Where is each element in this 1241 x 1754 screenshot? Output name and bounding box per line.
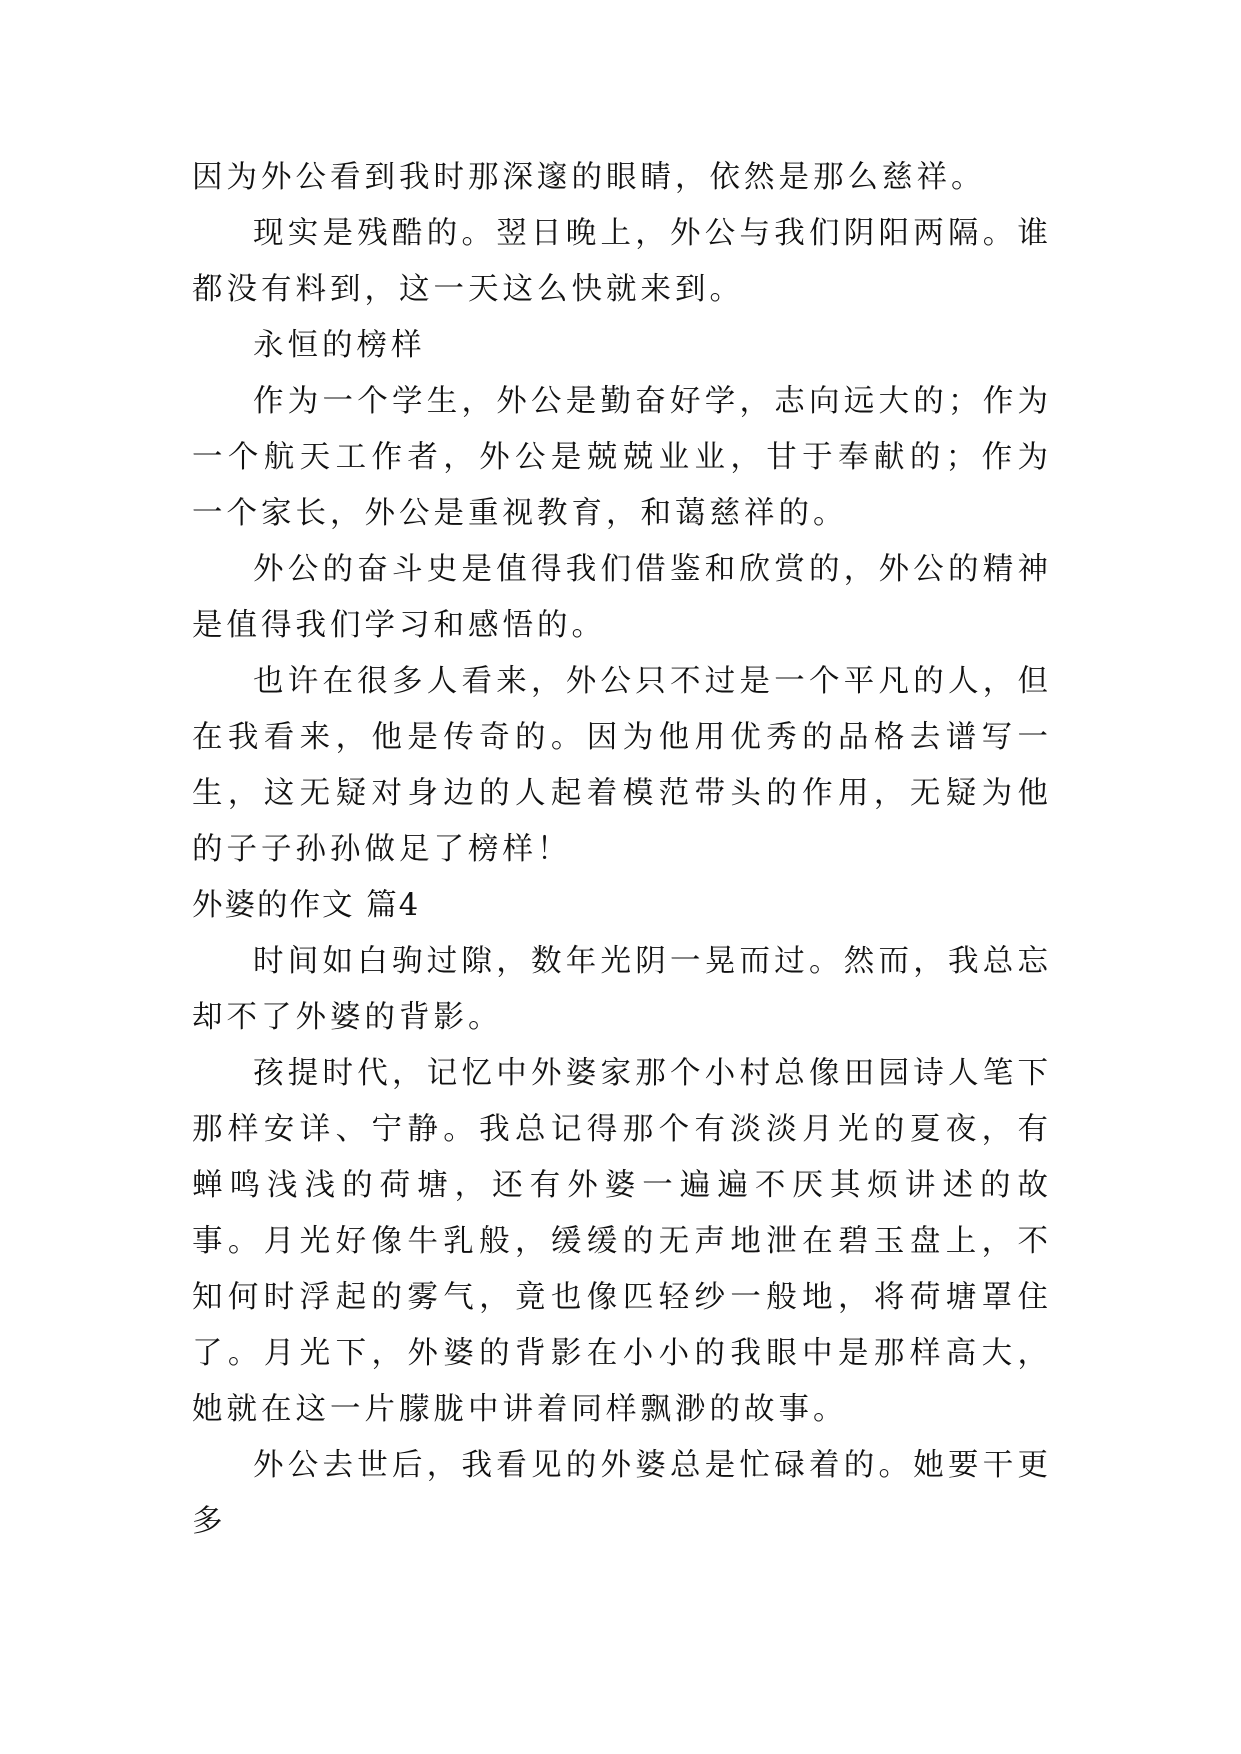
paragraph: 作为一个学生，外公是勤奋好学，志向远大的；作为一个航天工作者，外公是兢兢业业，甘于奉献的；作为一个家长，外公是重视教育，和蔼慈祥的。 <box>192 384 1052 531</box>
paragraph: 因为外公看到我时那深邃的眼睛，依然是那么慈祥。 <box>192 160 986 195</box>
paragraph: 也许在很多人看来，外公只不过是一个平凡的人，但在我看来，他是传奇的。因为他用优秀的品格去谱写一生，这无疑对身边的人起着模范带头的作用，无疑为他的子子孙孙做足了榜样！ <box>192 664 1052 867</box>
paragraph: 外公去世后，我看见的外婆总是忙碌着的。她要干更多 <box>192 1448 1052 1539</box>
paragraph: 外公的奋斗史是值得我们借鉴和欣赏的，外公的精神是值得我们学习和感悟的。 <box>192 552 1052 643</box>
subheading: 永恒的榜样 <box>253 328 426 363</box>
paragraph: 时间如白驹过隙，数年光阴一晃而过。然而，我总忘却不了外婆的背影。 <box>192 944 1052 1035</box>
document-page <box>192 150 1052 1550</box>
paragraph: 孩提时代，记忆中外婆家那个小村总像田园诗人笔下那样安详、宁静。我总记得那个有淡淡月光的夏夜，有蝉鸣浅浅的荷塘，还有外婆一遍遍不厌其烦讲述的故事。月光好像牛乳般，缓缓的无声地泄在碧玉盘上，不知何时浮起的雾气，竟也像匹轻纱一般地，将荷塘罩住了。月光下，外婆的背影在小小的我眼中是那样高大，她就在这一片朦胧中讲着同样飘渺的故事。 <box>192 1056 1052 1427</box>
paragraph: 现实是残酷的。翌日晚上，外公与我们阴阳两隔。谁都没有料到，这一天这么快就来到。 <box>192 216 1052 307</box>
section-heading: 外婆的作文 篇4 <box>192 888 421 923</box>
